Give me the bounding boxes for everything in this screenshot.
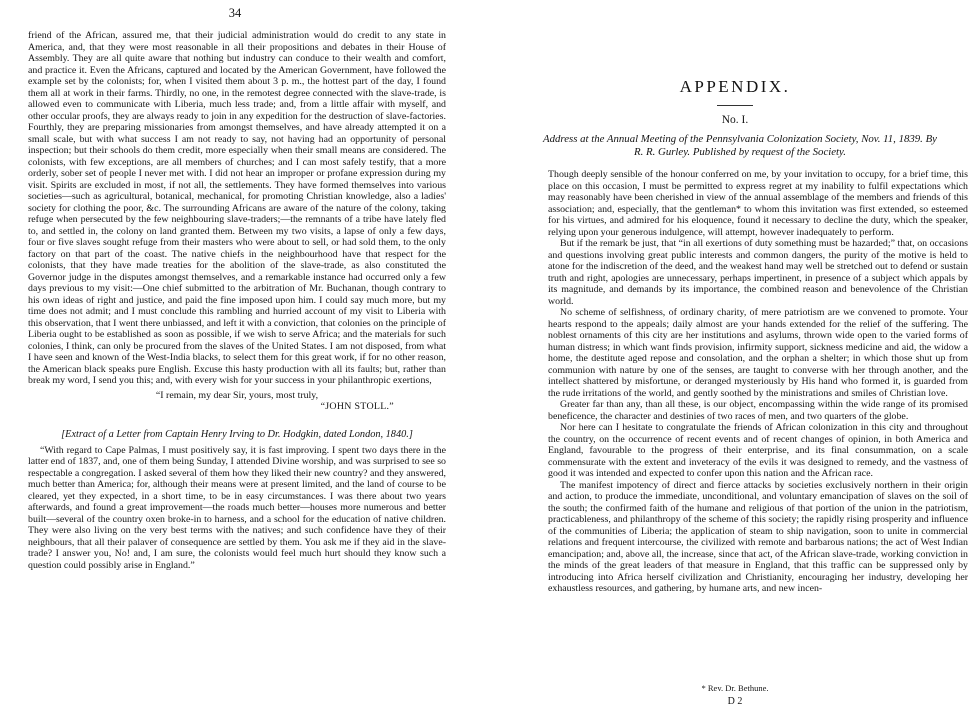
address-paragraph: Nor here can I hesitate to congratulate the friends of African colonization in this city and throughout the country, on the occurrence of recent events and of recent changes of opinion, in both America and England, favourable to the progress of their enterprise, and its final consummation, on a scale commensurate with the extent and inveteracy of the evils it was designed to remedy, and the vastness of good it was intended and expected to confer upon this nation and the African race. [548, 422, 968, 479]
address-paragraph: Greater far than any, than all these, is our object, encompassing within the wide range of its promised beneficence, the character and destinies of two races of men, and two quarters of the globe. [548, 399, 968, 422]
extract-title: [Extract of a Letter from Captain Henry Irving to Dr. Hodgkin, dated London, 1840.] [61, 428, 413, 440]
right-page [490, 0, 980, 715]
left-page [0, 0, 470, 715]
page-number: 34 [228, 6, 242, 20]
address-paragraph: The manifest impotency of direct and fierce attacks by societies exclusively northern in their origin and action, to produce the immediate, unconditional, and voluntary emancipation of slaves on the soil of the south; the confirmed faith of the humane and religious of that portion of the union in the patriotism, practicableness, and philanthropy of the scheme of this society; the rapidly rising prosperity and influence of the communities of Liberia; the application of steam to ship navigation, soon to unite in commercial relations and frequent intercourse, the civilized with remote and barbarous nations; the act of West Indian emancipation; and, above all, the increase, since that act, of the African slave-trade, working conviction in the minds of the great leaders of that measure in England, that this traffic can be suppressed only by introducing into Africa herself civilization and Christianity, encouraging her industry, developing her exhaustless resources, and gathering, by humane arts, and new incen- [548, 479, 968, 594]
address-body [548, 169, 968, 595]
extract-text: “With regard to Cape Palmas, I must positively say, it is fast improving. I spent two days there in the latter end of 1837, and, one of them being Sunday, I attended Divine worship, and was surprised to see so respectable a congregation. I asked several of them how they liked their new country? and they answered, much better than America; for, although their means were at present limited, and the land of course to be cleared, yet they expected, in a short time, to be in easy circumstances. I was there about two years afterwards, and found a great improvement—the roads much better—houses more numerous and better built—several of the country oxen broke-in to harness, and a school for the education of native children. They were also living on the very best terms with the natives; and such confidence have they of their neighbours, that all their palaver of consequence are settled by them. You ask me if they aid in the slave-trade? I answer you, No! and, I am sure, the colonists would feel much hurt should they know such a question could possibly arise in England.” [28, 444, 446, 571]
letter-closing: “I remain, my dear Sir, yours, most truly, [155, 389, 319, 401]
footnote: * Rev. Dr. Bethune. [701, 683, 769, 693]
section-number: No. I. [721, 114, 749, 126]
letter-paragraph: friend of the African, assured me, that their judicial administration would do credit to any state in America, and, that they were most reasonable in all their propositions and debates in their House of Assembly. They are all quite aware that nothing but industry can conduce to their wealth and comfort, and practice it. Even the Africans, captured and located by the American Government, have followed the example set by the colonists; for, when I visited them about 3 p. m., the hottest part of the day, I found them all at work in their farms. Thirdly, no one, in the remotest degree connected with the slave-trade, is allowed even to communicate with Liberia, much less trade; and, from a little affair with myself, and other occular proofs, they are always ready to join in any expedition for the destruction of slave-factories. Fourthly, they are preparing missionaries from amongst themselves, and have already attempted it on a small scale, but with what success I am not ready to say, not having had an opportunity of personal inspection; but their schools do them credit, more especially when their small means are considered. The colonists, with few exceptions, are all members of churches; and I can most safely testify, that a more orderly, sober set of people I never met with. I did not hear an improper or profane expression during my visit. Spirits are excluded in most, if not all, the settlements. They have formed themselves into various societies—such as agricultural, botanical, mechanical, for promoting Christian knowledge, also a ladies' society for clothing the poor, &c. The surrounding Africans are aware of the nature of the colony, taking refuge when persecuted by the few neighbouring slave-traders;—the remnants of a tribe have lately fled to, and settled in, the colony on land granted them. Between my two visits, a lapse of only a few days, four or five slaves sought refuge from their masters who were about to sell, or had sold them, to the only factory on that part of the coast. The native chiefs in the neighbourhood have that respect for the colonists, that they have made treaties for the abolition of the slave-trade, as also constituted the Governor judge in the disputes amongst themselves, and a remarkable instance had occurred only a few days previous to my visit:—One chief submitted to the arbitration of Mr. Buchanan, though contrary to his own ideas of right and justice, and paid the fine imposed upon him. I could say much more, but my time does not admit; and I must conclude this rambling and hurried account of my visit to Liberia with this observation, that I went there unbiassed, and left it with a conviction, that colonies on the principle of Liberia ought to be established as soon as possible, if we wish to serve Africa; and the materials for such colonies, I think, can only be procured from the slaves of the United States. I am not disposed, from what I have seen and known of the West-India blacks, to select them for this great work, if for no other reason, the American black speaks pure English. Excuse this hasty production with all its faults; but, rather than break my word, I send you this; and, with every wish for your success in your philanthropic exertions, [28, 30, 446, 386]
address-paragraph: But if the remark be just, that “in all exertions of duty something must be hazarded;” that, on occasions and questions involving great public interests and common dangers, the purity of the motive is held to atone for the indiscretion of the deed, and the weakest hand may well be stretched out to defend or sustain truth and right, apologies are unnecessary, perhaps impertinent, in presence of a subject which appals by its magnitude, and demands by its importance, the combined reason and benevolence of the Christian world. [548, 238, 968, 307]
appendix-heading: APPENDIX. [679, 77, 791, 96]
heading-rule [717, 105, 753, 106]
address-paragraph: Though deeply sensible of the honour conferred on me, by your invitation to occupy, for a brief time, this place on this occasion, I must be permitted to express regret at my inability to fulfil expectations which may reasonably have been cherished in view of the annual assemblage of the members and friends of this association; and, especially, that the gentleman* to whom this invitation was first extended, so esteemed for his virtues, and admired for his eloquence, found it necessary to decline the duty, which the speaker, relying upon your generous indulgence, will attempt, however inadequately to perform. [548, 169, 968, 238]
signature-mark: D 2 [727, 696, 743, 707]
address-paragraph: No scheme of selfishness, of ordinary charity, of mere patriotism are we convened to promote. Your hearts respond to the appeals; daily almost are your hands extended for the relief of the suffering. The noblest ornaments of this city are her institutions and asylums, thrown wide open to the varied forms of human distress; in which want finds provision, infirmity support, sickness medicine and aid, the widow a home, the destitute aged repose and consolation, and the orphan a shelter; in which those shut up from communion with nature by one of the senses, are taught to converse with her through another, and the intellect shattered by misfortune, or deranged mysteriously by His hand who formed it, is guarded from the rude irritations of the world, and gently soothed by the ministrations and smiles of Christian love. [548, 307, 968, 399]
letter-signature: “JOHN STOLL.” [320, 401, 394, 412]
letter-body [28, 30, 446, 571]
address-subtitle: Address at the Annual Meeting of the Pennsylvania Colonization Society, Nov. 11, 1839. By R. R. Gurley. Published by request of the Society. [543, 133, 937, 158]
